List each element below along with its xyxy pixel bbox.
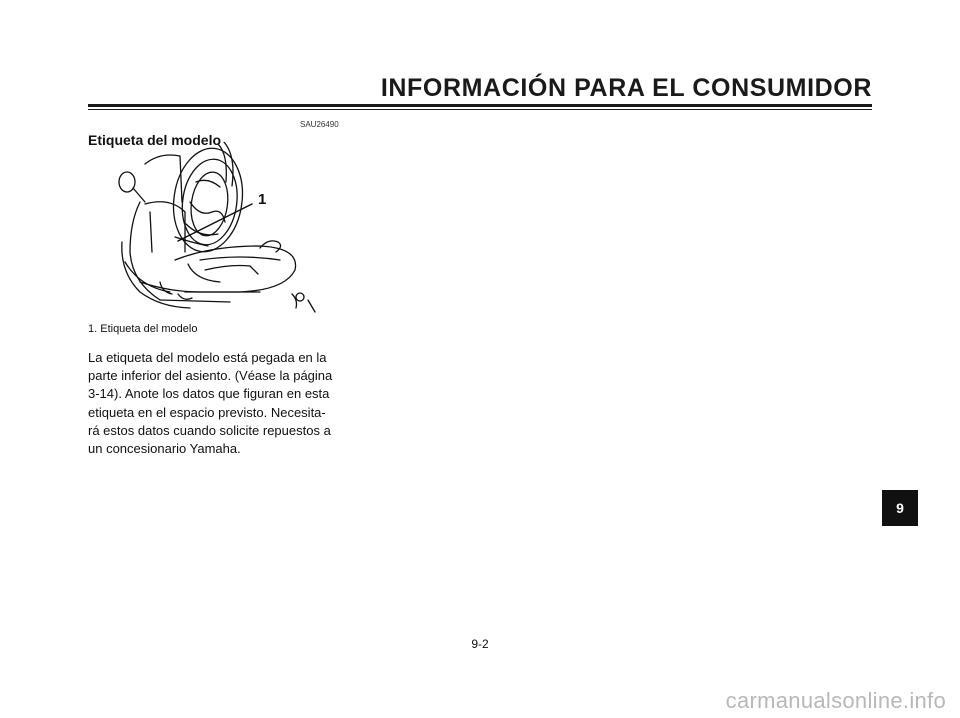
body-line: rá estos datos cuando solicite repuestos a [88, 422, 331, 438]
callout-number: 1 [258, 191, 267, 208]
header-rule-thick [88, 104, 872, 107]
scooter-seat-illustration [100, 142, 330, 318]
body-paragraph [88, 349, 339, 458]
body-line: parte inferior del asiento. (Véase la página [88, 368, 333, 384]
body-line: 3-14). Anote los datos que figuran en esta [88, 386, 330, 402]
section-code: SAU26490 [300, 120, 339, 129]
figure-caption: 1. Etiqueta del modelo [88, 323, 198, 335]
watermark: carmanualsonline.info [725, 688, 946, 713]
chapter-tab[interactable]: 9 [882, 490, 918, 526]
body-line: un concesionario Yamaha. [88, 441, 241, 457]
section-title: Etiqueta del modelo [88, 132, 222, 148]
page-header-title: INFORMACIÓN PARA EL CONSUMIDOR [380, 74, 872, 102]
page-number: 9-2 [471, 637, 489, 651]
body-line: etiqueta en el espacio previsto. Necesita- [88, 404, 326, 420]
body-line: La etiqueta del modelo está pegada en la [88, 350, 327, 365]
header-rule-thin [88, 109, 872, 110]
